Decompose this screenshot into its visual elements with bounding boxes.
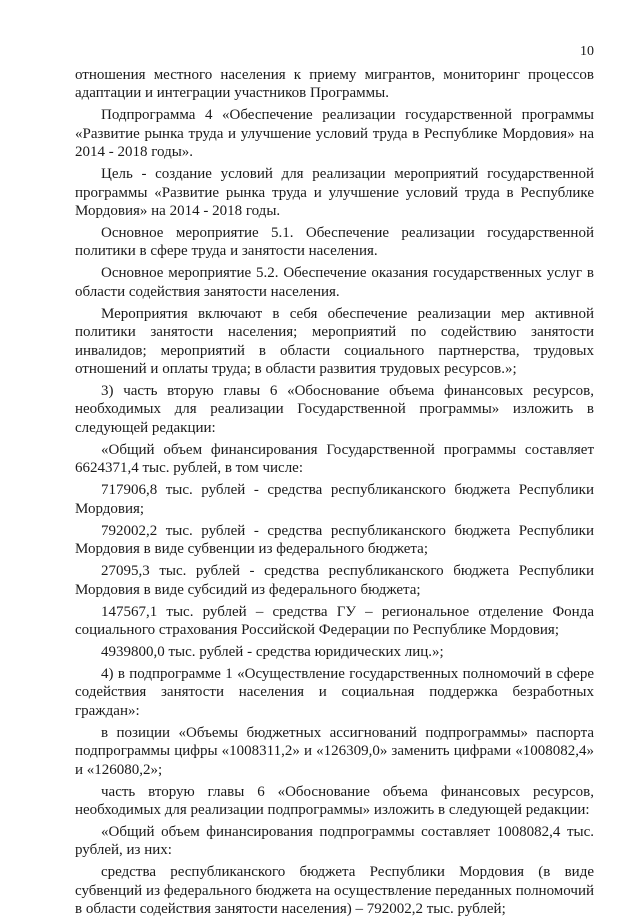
paragraph: «Общий объем финансирования подпрограммы составляет 1008082,4 тыс. рублей, из них:	[75, 823, 594, 859]
paragraph: отношения местного населения к приему мигрантов, мониторинг процессов адаптации и интеграции участников Программы.	[75, 67, 594, 102]
paragraph: 4939800,0 тыс. рублей - средства юридических лиц.»;	[101, 643, 444, 660]
paragraph: Мероприятия включают в себя обеспечение реализации мер активной политики занятости населения; мероприятий по содействию занятости инвалидов; мероприятий в области социального партнерства, трудовых отношений и оплаты труда; в области развития трудовых ресурсов.»;	[75, 305, 594, 378]
paragraph: в позиции «Объемы бюджетных ассигнований подпрограммы» паспорта подпрограммы цифры «1008311,2» и «126309,0» заменить цифрами «1008082,4» и «126080,2»;	[75, 724, 594, 778]
document-body	[75, 66, 594, 922]
paragraph: средства республиканского бюджета Республики Мордовия (в виде субвенций из федерального бюджета на осуществление переданных полномочий в области содействия занятости населения) – 792002,2 тыс. рублей;	[75, 864, 594, 918]
paragraph: Основное мероприятие 5.2. Обеспечение оказания государственных услуг в области содействия занятости населения.	[75, 265, 594, 300]
paragraph: часть вторую главы 6 «Обоснование объема финансовых ресурсов, необходимых для реализации подпрограммы» изложить в следующей редакции:	[75, 783, 594, 818]
paragraph: Основное мероприятие 5.1. Обеспечение реализации государственной политики в сфере труда и занятости населения.	[75, 225, 594, 260]
paragraph: 147567,1 тыс. рублей – средства ГУ – региональное отделение Фонда социального страхования Российской Федерации по Республике Мордовия;	[75, 603, 594, 638]
paragraph: Подпрограмма 4 «Обеспечение реализации государственной программы «Развитие рынка труда и улучшение условий труда в Республике Мордовия» на 2014 - 2018 годы».	[75, 107, 594, 161]
paragraph: 717906,8 тыс. рублей - средства республиканского бюджета Республики Мордовия;	[75, 482, 594, 517]
paragraph: 3) часть вторую главы 6 «Обоснование объема финансовых ресурсов, необходимых для реализации Государственной программы» изложить в следующей редакции:	[75, 383, 594, 436]
paragraph: 792002,2 тыс. рублей - средства республиканского бюджета Республики Мордовия в виде субвенции из федерального бюджета;	[75, 522, 594, 558]
paragraph: Цель - создание условий для реализации мероприятий государственной программы «Развитие рынка труда и улучшение условий труда в Республике Мордовия» на 2014 - 2018 годы.	[75, 166, 594, 220]
paragraph: 4) в подпрограмме 1 «Осуществление государственных полномочий в сфере содействия занятости населения и социальная поддержка безработных граждан»:	[75, 665, 594, 719]
page-number: 10	[580, 44, 594, 59]
paragraph: «Общий объем финансирования Государственной программы составляет 6624371,4 тыс. рублей, в том числе:	[75, 441, 594, 477]
paragraph: 27095,3 тыс. рублей - средства республиканского бюджета Республики Мордовия в виде субсидий из федерального бюджета;	[75, 563, 594, 598]
